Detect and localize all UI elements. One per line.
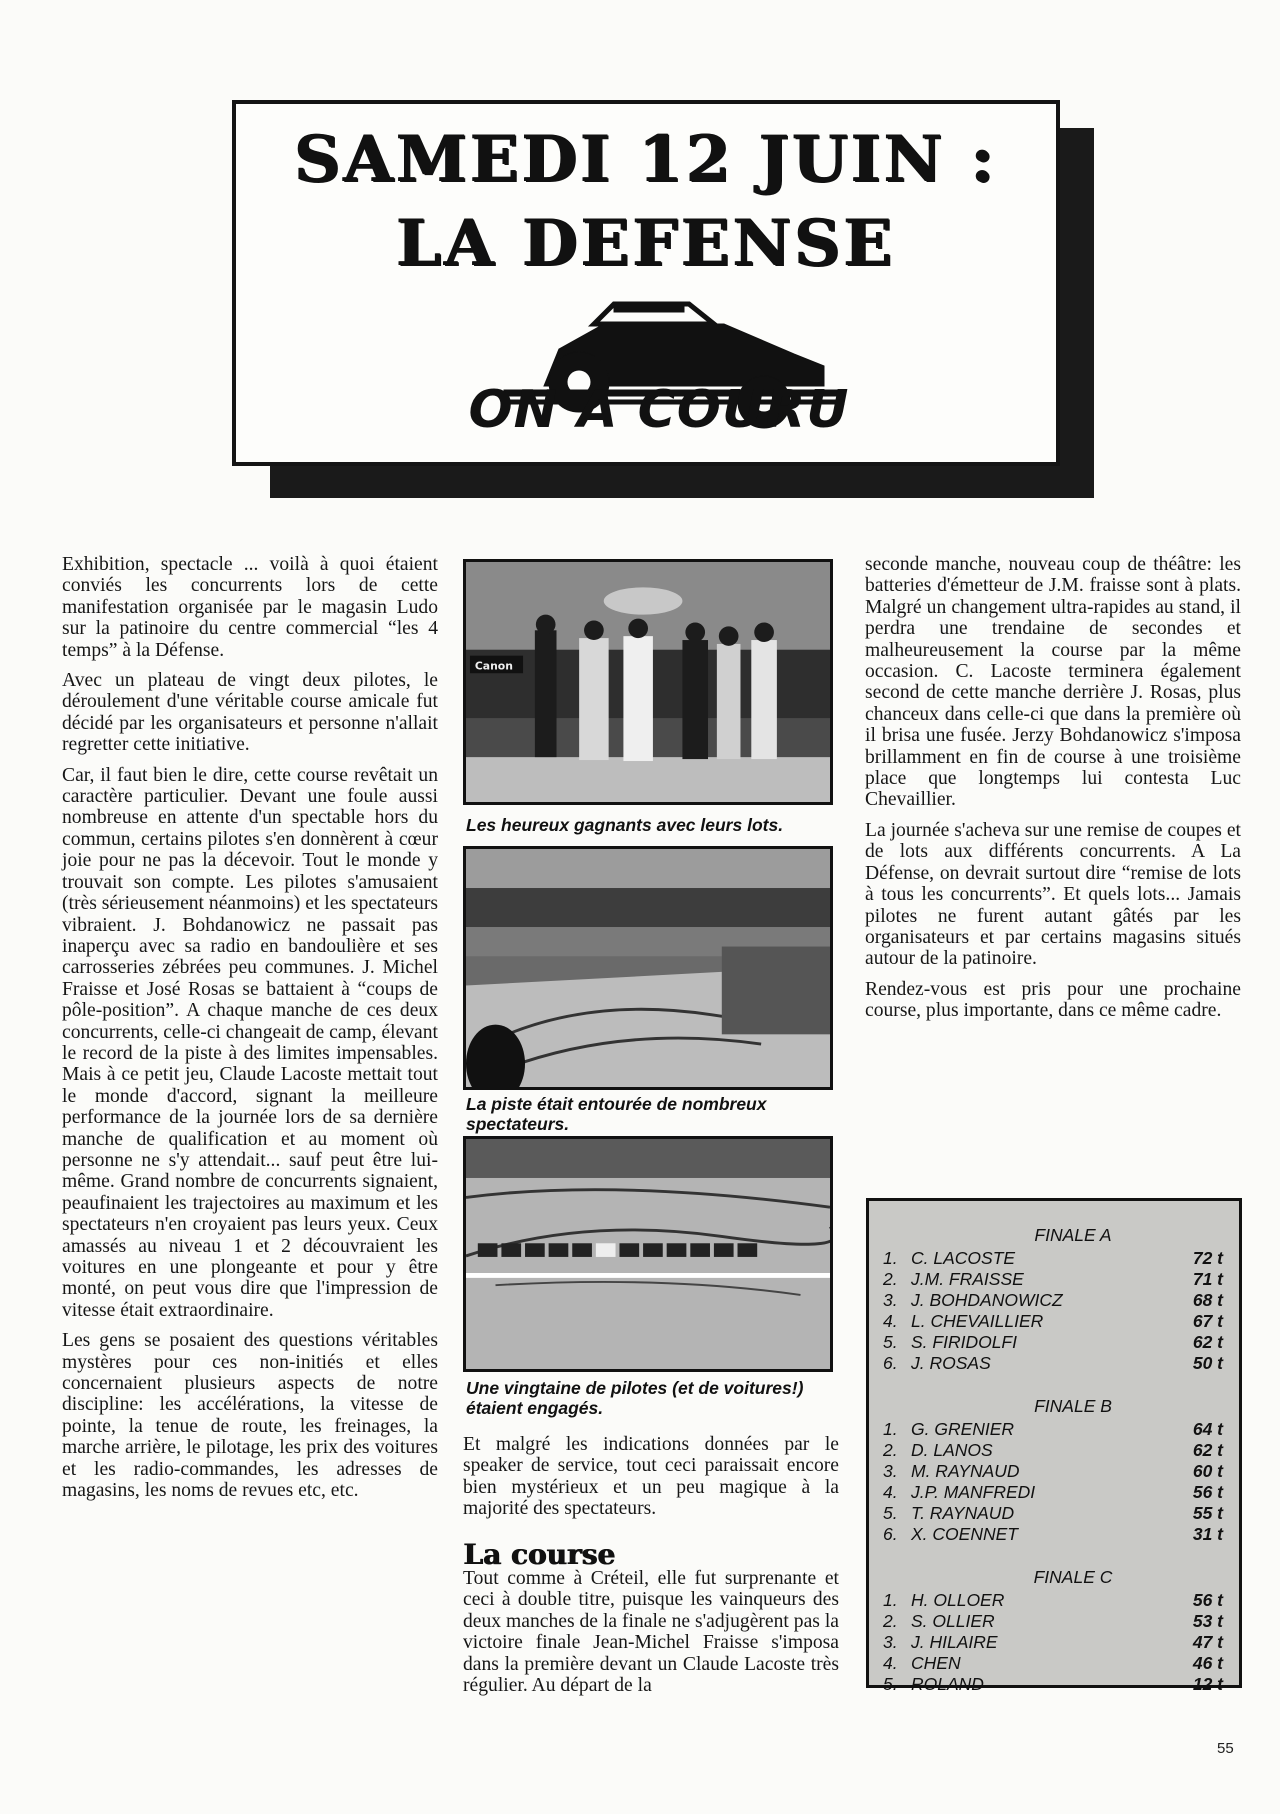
laps: 68 t xyxy=(1192,1290,1223,1310)
position: 3. xyxy=(883,1290,898,1310)
result-row xyxy=(883,1611,1223,1632)
sign-canon: Canon xyxy=(474,659,513,673)
position: 1. xyxy=(883,1419,898,1439)
article-middle-column xyxy=(463,1434,839,1529)
header-box xyxy=(232,100,1060,466)
pilot-name: J. ROSAS xyxy=(911,1353,991,1373)
paragraph: Avec un plateau de vingt deux pilotes, le déroulement d'une véritable course amicale fut décidé par les organisateurs et personne n'allait regretter cette initiative. xyxy=(62,670,438,756)
laps: 71 t xyxy=(1192,1269,1223,1289)
pilot-name: J. HILAIRE xyxy=(911,1632,998,1652)
laps: 50 t xyxy=(1192,1353,1223,1373)
pilot-name: M. RAYNAUD xyxy=(911,1461,1020,1481)
section-text-la-course xyxy=(463,1568,839,1696)
result-row xyxy=(883,1653,1223,1674)
laps: 46 t xyxy=(1192,1653,1223,1673)
position: 4. xyxy=(883,1311,898,1331)
position: 2. xyxy=(883,1611,898,1631)
result-row xyxy=(883,1632,1223,1653)
position: 4. xyxy=(883,1653,898,1673)
photo-cars-lineup xyxy=(463,1136,833,1372)
article-left-column xyxy=(62,554,438,1510)
page-number: 55 xyxy=(1217,1740,1234,1757)
laps: 62 t xyxy=(1192,1440,1223,1460)
result-row xyxy=(883,1419,1223,1440)
article-right-column xyxy=(865,554,1241,1031)
pilot-name: CHEN xyxy=(911,1653,961,1673)
result-row xyxy=(883,1269,1223,1290)
laps: 12 t xyxy=(1192,1674,1223,1694)
paragraph: Car, il faut bien le dire, cette course revêtait un caractère particulier. Devant une foule aussi nombreuse en attente d'un spectable hors du commun, certains pilotes s'en donnèrent à cœur joie pour ne pas la décevoir. Tout le monde y trouvait son compte. Les pilotes s'amusaient (très sérieusement néanmoins) et les spectateurs vibraient. J. Bohdanowicz ne passait pas inaperçu avec sa radio en bandoulière et ses carrosseries zébrées peu communes. J. Michel Fraisse et José Rosas se battaient à “coups de pôle-position”. A chaque manche de ces deux concurrents, celle-ci changeait de camp, élevant le record de la piste à des limites impensables. Mais à ce petit jeu, Claude Lacoste mettait tout le monde d'accord, signant la meilleure performance de la journée lors de sa dernière manche de qualification et au moment où personne ne s'y attendait... sauf peut être lui-même. Grand nombre de concurrents signaient, peaufinaient les trajectoires au maximum et les spectateurs n'en croyaient pas leurs yeux. Ceux amassés au niveau 1 et 2 découvraient les voitures en une plongeante et pour y être monté, on peut vous dire que l'impression de vitesse était extraordinaire. xyxy=(62,764,438,1321)
finale-a xyxy=(883,1225,1223,1374)
finale-b xyxy=(883,1396,1223,1545)
laps: 55 t xyxy=(1192,1503,1223,1523)
paragraph: Les gens se posaient des questions véritables mystères pour ces non-initiés et elles concernaient plusieurs aspects de notre discipline: les accélérations, la vitesse de pointe, la tenue de route, les freinages, la marche arrière, le pilotage, les prix des voitures et les radio-commandes, les adresses de magasins, les noms de revues etc, etc. xyxy=(62,1330,438,1502)
position: 4. xyxy=(883,1482,898,1502)
result-row xyxy=(883,1332,1223,1353)
position: 5. xyxy=(883,1332,898,1352)
result-row xyxy=(883,1461,1223,1482)
laps: 72 t xyxy=(1192,1248,1223,1268)
logo-text: ON A COURU xyxy=(468,380,850,440)
pilot-name: H. OLLOER xyxy=(911,1590,1005,1610)
pilot-name: D. LANOS xyxy=(911,1440,993,1460)
finale-c xyxy=(883,1567,1223,1695)
photo-track-spectators xyxy=(463,846,833,1090)
pilot-name: S. FIRIDOLFI xyxy=(911,1332,1017,1352)
laps: 60 t xyxy=(1192,1461,1223,1481)
position: 5. xyxy=(883,1503,898,1523)
caption-photo-winners: Les heureux gagnants avec leurs lots. xyxy=(466,815,784,835)
result-row xyxy=(883,1674,1223,1695)
position: 5. xyxy=(883,1674,898,1694)
laps: 56 t xyxy=(1192,1482,1223,1502)
result-row xyxy=(883,1311,1223,1332)
paragraph: Tout comme à Créteil, elle fut surprenante et ceci à double titre, puisque les vainqueurs des deux manches de la finale ne s'adjugèrent pas la victoire finale Jean-Michel Fraisse s'imposa dans la première devant un Claude Lacoste très régulier. Au départ de la xyxy=(463,1568,839,1697)
result-row xyxy=(883,1440,1223,1461)
position: 3. xyxy=(883,1632,898,1652)
result-row xyxy=(883,1353,1223,1374)
position: 2. xyxy=(883,1269,898,1289)
laps: 53 t xyxy=(1192,1611,1223,1631)
finale-title: FINALE B xyxy=(1034,1396,1112,1416)
pilot-name: L. CHEVAILLIER xyxy=(911,1311,1044,1331)
pilot-name: C. LACOSTE xyxy=(911,1248,1016,1268)
paragraph: seconde manche, nouveau coup de théâtre: les batteries d'émetteur de J.M. fraisse sont à plats. Malgré un changement ultra-rapides au stand, il perdra une trendaine de secondes et malheureusement la course par la même occasion. C. Lacoste terminera également second de cette manche derrière J. Rosas, plus chanceux dans celle-ci que dans la première où il brisa une fusée. Jerzy Bohdanowicz s'imposa brillamment en fin de course à une troisième place que longtemps lui contesta Luc Chevaillier. xyxy=(865,554,1241,811)
laps: 47 t xyxy=(1192,1632,1223,1652)
pilot-name: T. RAYNAUD xyxy=(911,1503,1015,1523)
laps: 62 t xyxy=(1192,1332,1223,1352)
headline-place: LA DEFENSE xyxy=(396,206,896,281)
position: 1. xyxy=(883,1590,898,1610)
laps: 67 t xyxy=(1192,1311,1223,1331)
position: 6. xyxy=(883,1524,898,1544)
photo-winners xyxy=(463,559,833,805)
position: 6. xyxy=(883,1353,898,1373)
laps: 56 t xyxy=(1192,1590,1223,1610)
laps: 64 t xyxy=(1192,1419,1223,1439)
position: 3. xyxy=(883,1461,898,1481)
finale-title: FINALE C xyxy=(1033,1567,1113,1587)
pilot-name: ROLAND xyxy=(911,1674,984,1694)
result-row xyxy=(883,1248,1223,1269)
pilot-name: G. GRENIER xyxy=(911,1419,1015,1439)
paragraph: Rendez-vous est pris pour une prochaine course, plus importante, dans ce même cadre. xyxy=(865,978,1241,1022)
headline-date: SAMEDI 12 JUIN : xyxy=(294,122,998,197)
caption-photo-cars: Une vingtaine de pilotes (et de voitures!) étaient engagés. xyxy=(466,1378,804,1418)
paragraph: Et malgré les indications données par le speaker de service, tout ceci paraissait encore bien mystérieux et un peu magique à la majorité des spectateurs. xyxy=(463,1434,839,1520)
paragraph: Exhibition, spectacle ... voilà à quoi étaient conviés les concurrents lors de cette manifestation organisée par le magasin Ludo sur la patinoire du centre commercial “les 4 temps” à la Défense. xyxy=(62,554,438,661)
result-row xyxy=(883,1290,1223,1311)
finale-title: FINALE A xyxy=(1034,1225,1112,1245)
pilot-name: S. OLLIER xyxy=(911,1611,995,1631)
position: 1. xyxy=(883,1248,898,1268)
pilot-name: X. COENNET xyxy=(911,1524,1018,1544)
paragraph: La journée s'acheva sur une remise de coupes et de lots aux différents concurrents. A La Défense, on devrait surtout dire “remise de lots à tous les concurrents”. Et quels lots... Jamais pilotes ne furent autant gâtés par les organisateurs et par certains magasins situés autour de la patinoire. xyxy=(865,819,1241,970)
section-heading-la-course: La course xyxy=(463,1538,615,1571)
result-row xyxy=(883,1524,1223,1545)
pilot-name: J.M. FRAISSE xyxy=(911,1269,1024,1289)
results-table xyxy=(866,1198,1242,1694)
position: 2. xyxy=(883,1440,898,1460)
result-row xyxy=(883,1482,1223,1503)
result-row xyxy=(883,1503,1223,1524)
laps: 31 t xyxy=(1192,1524,1223,1544)
caption-photo-track: La piste était entourée de nombreux spectateurs. xyxy=(466,1094,767,1134)
pilot-name: J. BOHDANOWICZ xyxy=(911,1290,1063,1310)
result-row xyxy=(883,1590,1223,1611)
pilot-name: J.P. MANFREDI xyxy=(911,1482,1036,1502)
